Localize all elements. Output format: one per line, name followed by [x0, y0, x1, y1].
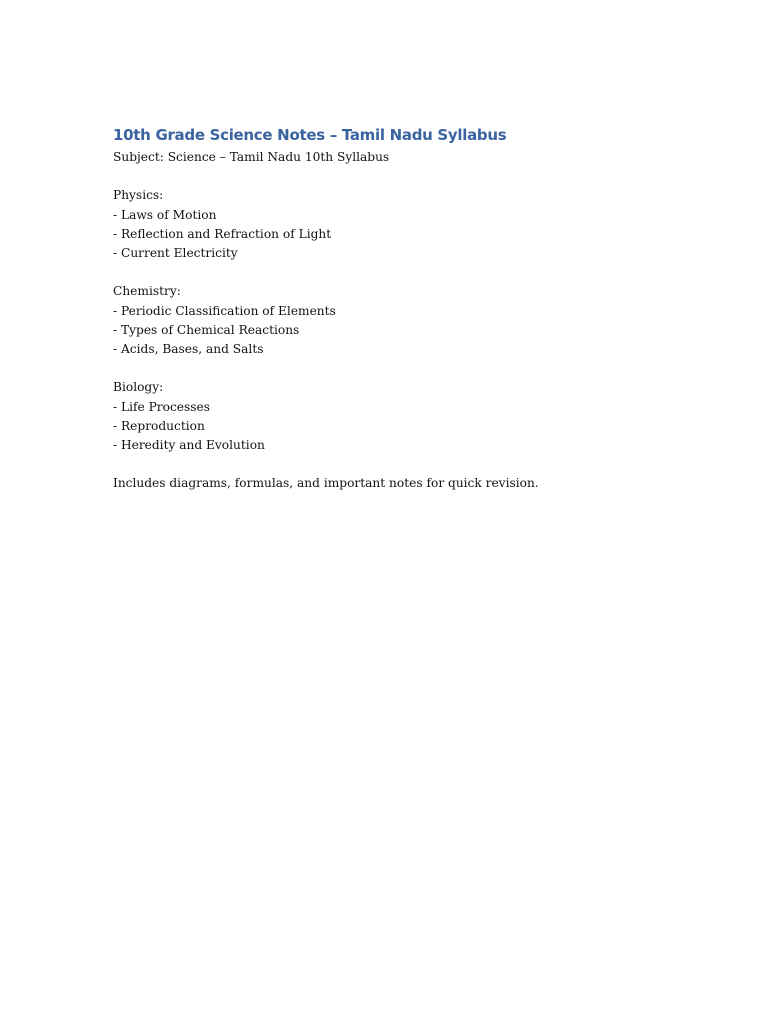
section-heading: Biology: [113, 380, 164, 395]
subject-line: Subject: Science – Tamil Nadu 10th Syllabus [113, 150, 390, 164]
section-chemistry [113, 282, 673, 359]
list-item: - Current Electricity [113, 244, 673, 263]
section-heading: Chemistry: [113, 284, 181, 299]
section-heading: Physics: [113, 188, 164, 203]
document-page [113, 124, 673, 494]
list-item: - Life Processes [113, 398, 673, 417]
list-item: - Heredity and Evolution [113, 436, 673, 455]
section-biology [113, 378, 673, 455]
list-item: - Acids, Bases, and Salts [113, 340, 673, 359]
document-title: 10th Grade Science Notes – Tamil Nadu Syllabus [113, 126, 507, 144]
list-item: - Reproduction [113, 417, 673, 436]
list-item: - Reflection and Refraction of Light [113, 225, 673, 244]
section-physics [113, 186, 673, 263]
footer-note: Includes diagrams, formulas, and important notes for quick revision. [113, 476, 539, 491]
list-item: - Types of Chemical Reactions [113, 321, 673, 340]
list-item: - Periodic Classification of Elements [113, 302, 673, 321]
list-item: - Laws of Motion [113, 206, 673, 225]
